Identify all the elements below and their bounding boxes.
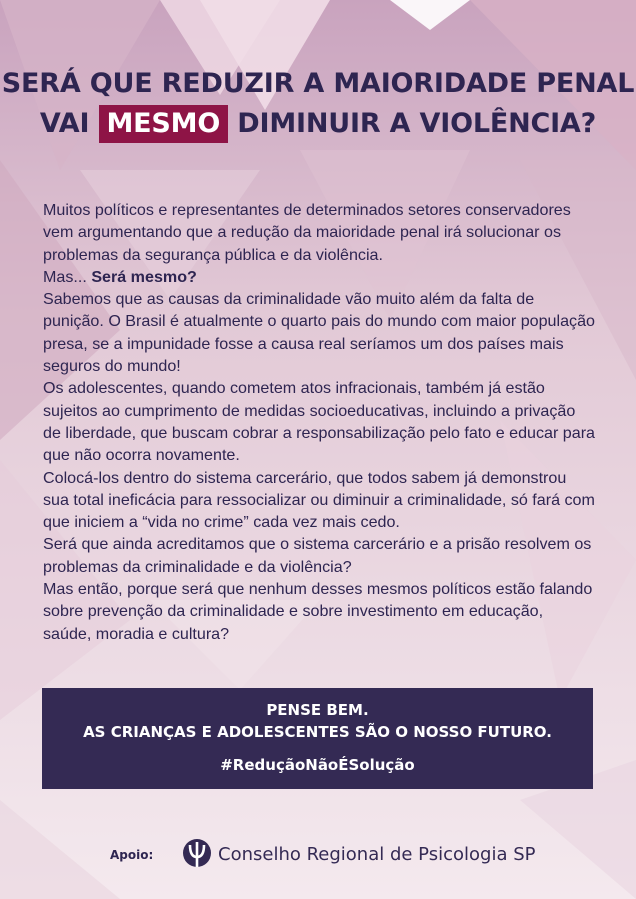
support-label: Apoio:	[110, 848, 154, 862]
callout-line-2: AS CRIANÇAS E ADOLESCENTES SÃO O NOSSO FUTURO.	[83, 723, 552, 741]
paragraph	[43, 266, 595, 288]
callout-line-1: PENSE BEM.	[266, 701, 369, 719]
headline-highlight: MESMO	[99, 105, 229, 143]
org-name: Conselho Regional de Psicologia SP	[218, 844, 536, 865]
headline	[0, 64, 636, 144]
paragraph: Os adolescentes, quando cometem atos infracionais, também já estão sujeitos ao cumprimento de medidas socioeducativas, incluindo a privação de liberdade, que buscam cobrar a responsabilização pelo fato e educar para que não ocorra novamente.	[43, 379, 596, 465]
paragraph-prefix: Mas...	[43, 267, 87, 286]
callout-box	[42, 688, 593, 789]
psi-symbol-icon	[180, 836, 214, 870]
paragraph: Muitos políticos e representantes de determinados setores conservadores vem argumentando que a redução da maioridade penal irá solucionar os problemas da segurança pública e da violência.	[43, 201, 571, 264]
headline-line-1: SERÁ QUE REDUZIR A MAIORIDADE PENAL	[1, 68, 635, 99]
paragraph-bold: Será mesmo?	[91, 267, 197, 286]
paragraph: Sabemos que as causas da criminalidade vão muito além da falta de punição. O Brasil é atualmente o quarto pais do mundo com maior população presa, se a impunidade fosse a causa real seríamos um dos países mais seguros do mundo!	[43, 290, 595, 376]
body-text	[43, 199, 595, 645]
headline-line-2-end: DIMINUIR A VIOLÊNCIA?	[237, 108, 597, 139]
headline-line-2-start: VAI	[39, 108, 90, 139]
paragraph: Colocá-los dentro do sistema carcerário, que todos sabem já demonstrou sua total ineficácia para ressocializar ou diminuir a criminalidade, só fará com que iniciem a “vida no crime” cada vez mais cedo.	[43, 468, 595, 532]
callout-hashtag: #ReduçãoNãoÉSolução	[220, 756, 415, 774]
paragraph: Mas então, porque será que nenhum desses mesmos políticos estão falando sobre prevenção da criminalidade e sobre investimento em educação, saúde, moradia e cultura?	[43, 580, 593, 643]
paragraph: Será que ainda acreditamos que o sistema carcerário e a prisão resolvem os problemas da criminalidade e da violência?	[43, 535, 592, 576]
headline-line-2	[0, 104, 636, 144]
